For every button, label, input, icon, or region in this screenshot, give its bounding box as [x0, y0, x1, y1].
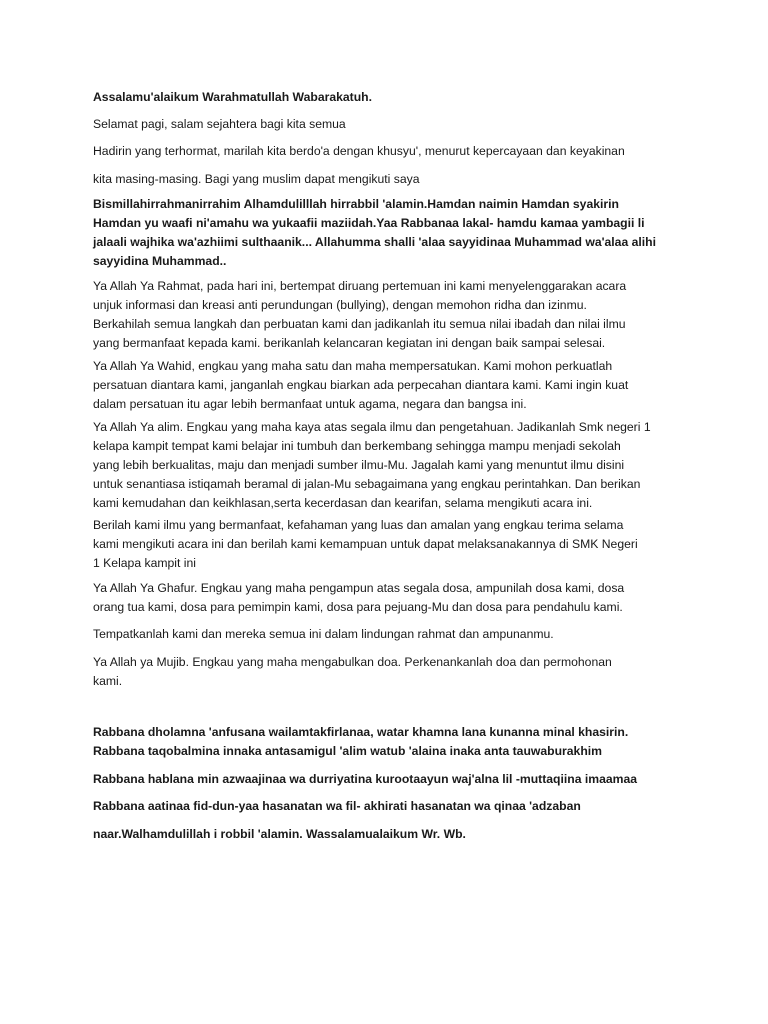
rahmat-paragraph: Ya Allah Ya Rahmat, pada hari ini, bertempat diruang pertemuan ini kami menyelenggarakan acara unjuk informasi dan kreasi anti perundungan (bullying), dengan memohon ridha dan izinmu. Berkahilah semua langkah dan perbuatan kami dan jadikanlah itu semua nilai ibadah dan nilai ilmu yang bermanfaat kepada kami. berikanlah kelancaran kegiatan ini dengan baik sampai selesai. [93, 279, 627, 350]
rabbana-paragraph-1: Rabbana dholamna 'anfusana wailamtakfirlanaa, watar khamna lana kunanna minal khasirin. Rabbana taqobalmina innaka antasamigul 'alim watub 'alaina inaka anta tauwaburakhim [93, 725, 629, 758]
rabbana-line-3: Rabbana aatinaa fid-dun-yaa hasanatan wa fil- akhirati hasanatan wa qinaa 'adzaban [93, 799, 581, 813]
bismillah-paragraph: Bismillahirrahmanirrahim Alhamdulilllah hirrabbil 'alamin.Hamdan naimin Hamdan syakirin Hamdan yu waafi ni'amahu wa yukaafii maziidah.Yaa Rabbanaa lakal- hamdu kamaa yambagii li jalaali wajhika wa'azhiimi sulthaanik... Allahumma shalli 'alaa sayyidinaa Muhammad wa'alaa alihi sayyidina Muhammad.. [93, 197, 656, 268]
hadirin-line-1: Hadirin yang terhormat, marilah kita berdo'a dengan khusyu', menurut kepercayaan dan keyakinan [93, 144, 625, 158]
salam-line: Selamat pagi, salam sejahtera bagi kita semua [93, 117, 346, 131]
alim-paragraph: Ya Allah Ya alim. Engkau yang maha kaya atas segala ilmu dan pengetahuan. Jadikanlah Smk negeri 1 kelapa kampit tempat kami belajar ini tumbuh dan berkembang sehingga mampu menjadi sekolah yang lebih berkualitas, maju dan menjadi sumber ilmu-Mu. Jagalah kami yang menuntut ilmu disini untuk senantiasa istiqamah beramal di jalan-Mu sebagaimana yang engkau perintahkan. Dan berikan kami kemudahan dan keikhlasan,serta kecerdasan dan kearifan, selama mengikuti acara ini. [93, 420, 651, 510]
wahid-paragraph: Ya Allah Ya Wahid, engkau yang maha satu dan maha mempersatukan. Kami mohon perkuatlah persatuan diantara kami, janganlah engkau biarkan ada perpecahan diantara kami. Kami ingin kuat dalam persatuan itu agar lebih bermanfaat untuk agama, negara dan bangsa ini. [93, 359, 629, 411]
mujib-paragraph: Ya Allah ya Mujib. Engkau yang maha mengabulkan doa. Perkenankanlah doa dan permohonan kami. [93, 655, 612, 688]
ghafur-paragraph: Ya Allah Ya Ghafur. Engkau yang maha pengampun atas segala dosa, ampunilah dosa kami, dosa orang tua kami, dosa para pemimpin kami, dosa para pejuang-Mu dan dosa para pendahulu kami. [93, 581, 625, 614]
hadirin-line-2: kita masing-masing. Bagi yang muslim dapat mengikuti saya [93, 172, 420, 186]
closing-line: naar.Walhamdulillah i robbil 'alamin. Wassalamualaikum Wr. Wb. [93, 827, 466, 841]
lindungan-line: Tempatkanlah kami dan mereka semua ini dalam lindungan rahmat dan ampunanmu. [93, 627, 554, 641]
greeting-line: Assalamu'alaikum Warahmatullah Wabarakatuh. [93, 90, 373, 104]
rabbana-line-2: Rabbana hablana min azwaajinaa wa durriyatina kurootaayun waj'alna lil -muttaqiina imaamaa [93, 772, 638, 786]
ilmu-paragraph: Berilah kami ilmu yang bermanfaat, kefahaman yang luas dan amalan yang engkau terima selama kami mengikuti acara ini dan berilah kami kemampuan untuk dapat melaksanakannya di SMK Negeri 1 Kelapa kampit ini [93, 518, 638, 570]
